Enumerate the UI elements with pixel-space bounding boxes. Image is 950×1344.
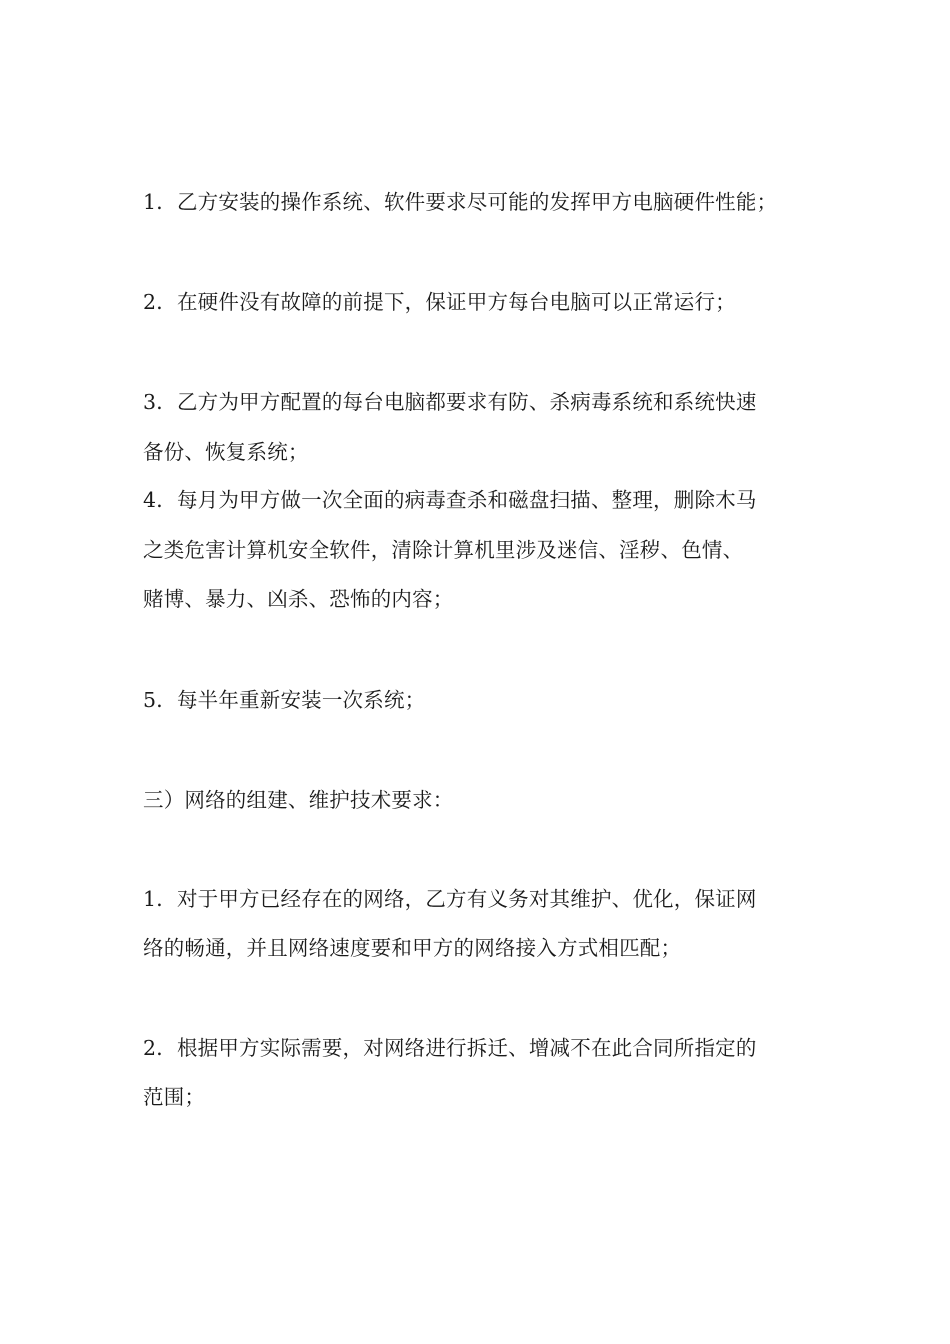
item-5-line-1: 5．每半年重新安装一次系统；: [143, 688, 426, 712]
net-item-1-line-2: 络的畅通，并且网络速度要和甲方的网络接入方式相匹配；: [143, 936, 682, 960]
item-3-line-1: 3．乙方为甲方配置的每台电脑都要求有防、杀病毒系统和系统快速: [143, 390, 757, 414]
item-4-line-1: 4．每月为甲方做一次全面的病毒查杀和磁盘扫描、整理，删除木马: [143, 488, 757, 512]
section-heading: 三）网络的组建、维护技术要求：: [143, 788, 454, 812]
net-item-1-line-1: 1．对于甲方已经存在的网络，乙方有义务对其维护、优化，保证网: [143, 887, 757, 911]
item-4-line-2: 之类危害计算机安全软件，清除计算机里涉及迷信、淫秽、色情、: [143, 538, 744, 562]
item-2-line-1: 2．在硬件没有故障的前提下，保证甲方每台电脑可以正常运行；: [143, 290, 736, 314]
item-1-line-1: 1．乙方安装的操作系统、软件要求尽可能的发挥甲方电脑硬件性能；: [143, 190, 778, 214]
net-item-2-line-2: 范围；: [143, 1085, 206, 1109]
net-item-2-line-1: 2．根据甲方实际需要，对网络进行拆迁、增减不在此合同所指定的: [143, 1036, 757, 1060]
item-4-line-3: 赌博、暴力、凶杀、恐怖的内容；: [143, 587, 454, 611]
item-3-line-2: 备份、恢复系统；: [143, 440, 309, 464]
